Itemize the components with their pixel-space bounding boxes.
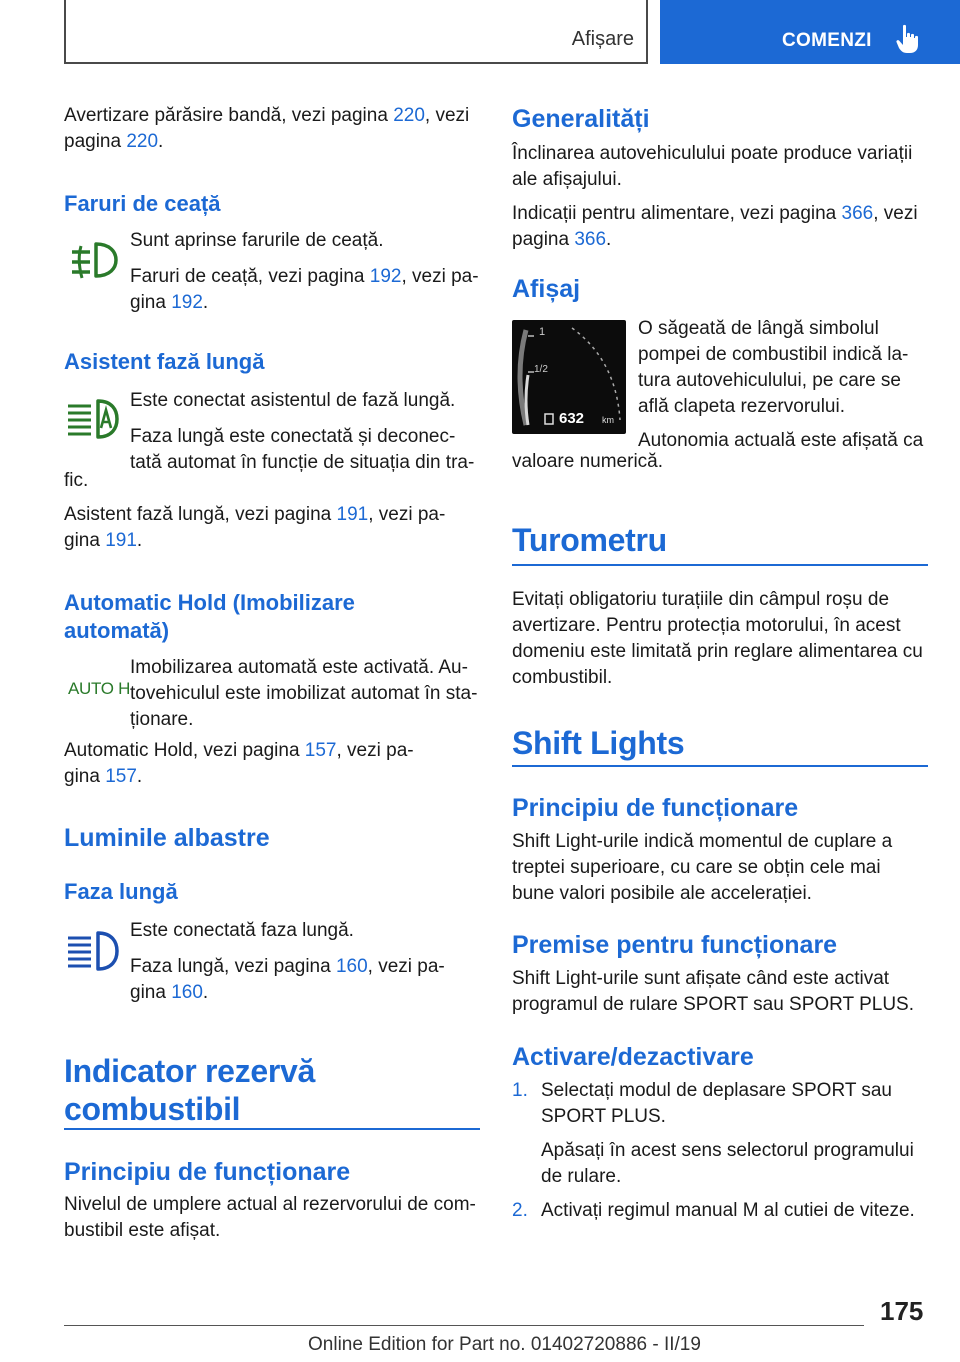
general-text: Înclinarea autovehiculului poate produce variații ale afișajului. Indicații pentru alimentare, vezi pagina 366, vezi pagina 366. [512,143,918,250]
high-beam-text: Este conectată faza lungă. Faza lungă, vezi pagina 160, vezi pa- gina 160. [130,920,445,1003]
page-link[interactable]: 220 [126,131,159,152]
heading-display: Afișaj [512,275,581,303]
display-text: O săgeată de lângă simbolul pompei de combustibil indică la- tura autovehiculului, pe care se află clapeta rezervorului. Autonomia actuală este afișată ca [638,318,924,451]
page-link[interactable]: 220 [393,105,425,126]
list-item: 2. Activați regimul manual M al cutiei de viteze. [512,1198,932,1224]
gauge-tick-full: 1 [539,326,546,338]
list-item: 1. Selectați modul de deplasare SPORT sau SPORT PLUS. Apăsați în acest sens selectorul programului de rulare. [512,1080,914,1187]
page-link[interactable]: 160 [171,982,203,1003]
page-link[interactable]: 157 [304,740,337,761]
heading-fog-lights: Faruri de ceață [64,191,221,216]
high-beam-icon [66,930,120,972]
heading-high-beam: Faza lungă [64,879,178,904]
display-text-end: valoare numerică. [512,451,664,472]
gauge-range-unit: km [602,415,614,425]
activation-steps [512,1078,932,1224]
automatic-hold-text: Imobilizarea automată este activată. Au- tovehiculul este imobilizat automat în sta- ționare. [130,657,478,730]
automatic-hold-reference: Automatic Hold, vezi pagina 157, vezi pa- gina 157. [64,740,414,787]
page-link[interactable]: 192 [171,292,203,313]
shift-principle-text: Shift Light-urile indică momentul de cuplare a treptei superioare, cu care se obțin cele mai bune valori posibile ale accelerației. [512,831,893,904]
auto-hold-icon: AUTO H [68,679,131,698]
heading-blue-lights: Luminile albastre [64,824,270,852]
footer-edition: Online Edition for Part no. 01402720886 - II/19 [308,1334,701,1355]
heading-automatic-hold: Automatic Hold (Imobilizare automată) [64,590,355,643]
heading-shift-premise: Premise pentru funcționare [512,931,838,959]
heading-tachometer: Turometru [512,522,667,558]
header-tab-controls[interactable] [660,0,960,64]
high-beam-assistant-icon [66,398,120,440]
section-rule [64,1128,480,1130]
tachometer-text: Evitați obligatoriu turațiile din câmpul roșu de avertizare. Pentru protecția motorului, în acest domeniu este limitată prin reglare alimentarea cu combustibil. [512,589,923,688]
page-link[interactable]: 191 [105,530,137,551]
high-beam-assistant-text: Este conectat asistentul de fază lungă. Faza lungă este conectată și deconec- tată automat în funcție de situația din tra- [130,390,475,473]
fuel-reserve-text: Nivelul de umplere actual al rezervorului de com- bustibil este afișat. [64,1194,476,1241]
page-link[interactable]: 191 [336,504,369,525]
page-link[interactable]: 366 [841,203,874,224]
fog-light-icon [66,240,120,280]
heading-high-beam-assistant: Asistent fază lungă [64,349,265,374]
section-rule [512,564,928,566]
heading-reserve-principle: Principiu de funcționare [64,1158,351,1186]
page-link[interactable]: 366 [574,229,607,250]
header-tab-display[interactable] [64,0,648,64]
list-item-number: 1. [512,1080,528,1101]
page-number: 175 [880,1296,924,1326]
lane-departure-reference: Avertizare părăsire bandă, vezi pagina 220, vezi pagina 220. [64,105,470,152]
header-tab-display-label: Afișare [571,28,634,50]
fog-lights-text: Sunt aprinse farurile de ceață. Faruri de ceață, vezi pagina 192, vezi pa- gina 192. [130,230,479,313]
gauge-tick-half: 1/2 [534,364,548,375]
high-beam-assistant-reference: Asistent fază lungă, vezi pagina 191, vezi pa- gina 191. [64,504,446,551]
heading-fuel-reserve: Indicator rezervă combustibil [64,1053,316,1127]
page-link[interactable]: 160 [335,956,368,977]
high-beam-assistant-text-end: fic. [64,470,89,491]
page-link[interactable]: 157 [105,766,137,787]
hand-pointer-icon [896,24,920,54]
heading-activate-deactivate: Activare/dezactivare [512,1043,754,1071]
header-tab-controls-label: COMENZI [782,30,872,51]
list-item-number: 2. [512,1200,528,1221]
heading-general: Generalități [512,105,650,133]
footer-rule [64,1325,864,1326]
section-rule [512,765,928,767]
gauge-range-value: 632 [559,410,585,427]
heading-shift-principle: Principiu de funcționare [512,794,799,822]
fuel-gauge-image [512,320,626,434]
heading-shift-lights: Shift Lights [512,725,685,761]
page-link[interactable]: 192 [369,266,402,287]
shift-premise-text: Shift Light-urile sunt afișate când este activat programul de rulare SPORT sau SPORT PLUS. [512,968,914,1015]
